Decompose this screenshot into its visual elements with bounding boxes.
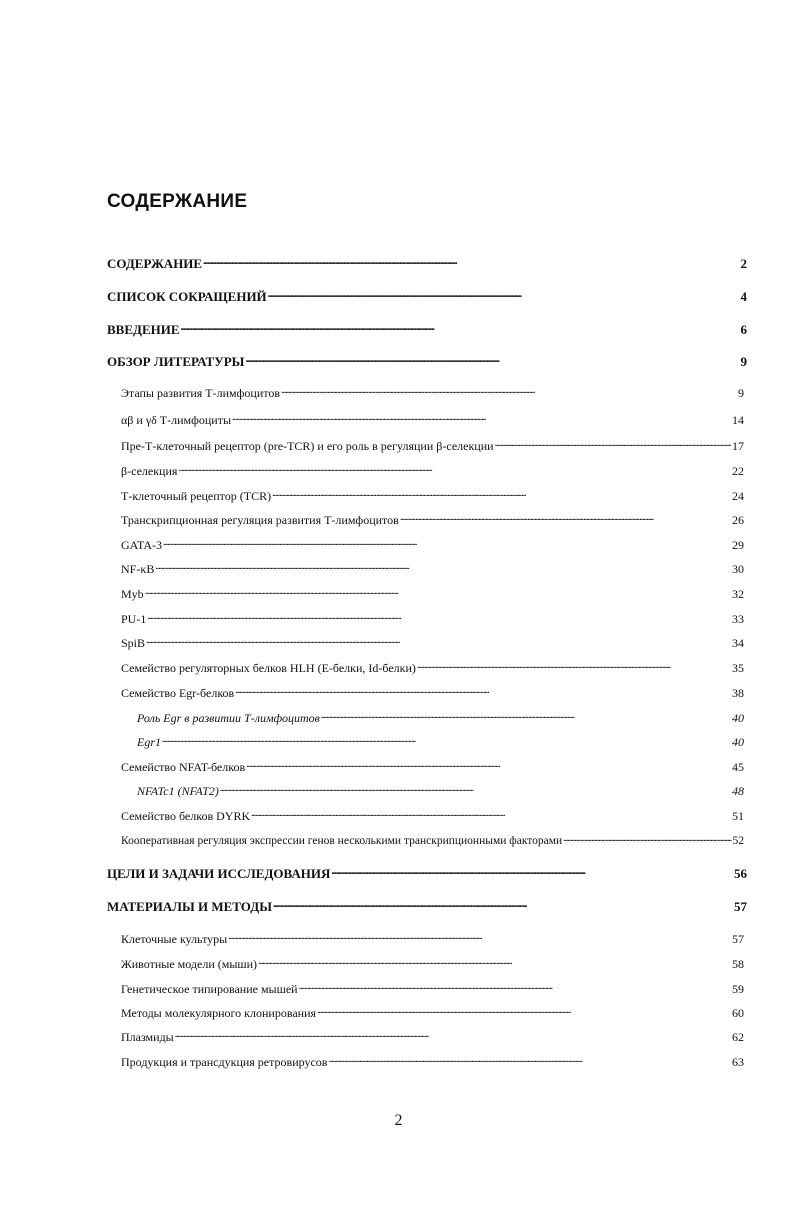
toc-entry-label: Плазмиды (121, 1030, 174, 1044)
toc-entry-page: 17 (732, 439, 744, 453)
leader-dots (175, 1030, 731, 1044)
toc-entry[interactable] (121, 437, 744, 455)
leader-dots (220, 784, 731, 798)
toc-entry-page: 6 (740, 322, 747, 337)
toc-entry[interactable] (121, 832, 744, 850)
leader-dots (163, 538, 731, 552)
toc-entry[interactable] (121, 684, 744, 702)
toc-entry[interactable] (121, 487, 744, 505)
toc-entry-page: 40 (732, 711, 744, 725)
leader-dots (203, 257, 739, 271)
toc-entry-page: 2 (740, 256, 747, 271)
toc-entry-page: 9 (740, 354, 747, 369)
toc-entry-label: Транскрипционная регуляция развития Т-лимфоцитов (121, 513, 399, 527)
toc-entry-page: 60 (732, 1006, 744, 1020)
toc-entry-label: МАТЕРИАЛЫ И МЕТОДЫ (107, 899, 272, 914)
toc-entry-page: 48 (732, 784, 744, 798)
toc-entry[interactable] (107, 288, 747, 306)
toc-entry[interactable] (121, 560, 744, 578)
leader-dots (331, 867, 733, 881)
toc-entry-label: Семейство Egr-белков (121, 686, 235, 700)
toc-entry-label: Животные модели (мыши) (121, 957, 258, 971)
toc-entry-page: 4 (740, 289, 747, 304)
toc-entry-page: 38 (732, 686, 744, 700)
toc-entry-page: 63 (732, 1055, 744, 1069)
toc-entry[interactable] (121, 462, 744, 480)
leader-dots (495, 439, 731, 453)
leader-dots (251, 809, 731, 823)
leader-dots (272, 489, 731, 503)
toc-entry-label: β-селекция (121, 464, 178, 478)
toc-entry-label: Этапы развития Т-лимфоцитов (121, 386, 281, 400)
toc-entry-page: 59 (732, 982, 744, 996)
toc-entry-page: 58 (732, 957, 744, 971)
leader-dots (321, 711, 731, 725)
toc-entry-page: 14 (732, 413, 744, 427)
toc-entry-page: 62 (732, 1030, 744, 1044)
toc-entry[interactable] (121, 1004, 744, 1022)
toc-entry-label: Роль Egr в развитии Т-лимфоцитов (137, 711, 320, 725)
leader-dots (181, 323, 740, 337)
toc-entry-page: 45 (732, 760, 744, 774)
toc-entry-page: 56 (734, 866, 747, 881)
toc-entry[interactable] (107, 353, 747, 371)
toc-entry[interactable] (121, 585, 744, 603)
leader-dots (246, 760, 731, 774)
leader-dots (258, 957, 731, 971)
page-title: СОДЕРЖАНИЕ (107, 191, 248, 212)
leader-dots (235, 686, 731, 700)
toc-entry-label: Семейство регуляторных белков HLH (E-белки, Id-белки) (121, 661, 416, 675)
toc-entry-page: 26 (732, 513, 744, 527)
toc-entry[interactable] (121, 536, 744, 554)
leader-dots (563, 834, 731, 848)
toc-entry[interactable] (121, 610, 744, 628)
toc-entry-label: SpiB (121, 636, 146, 650)
toc-entry[interactable] (137, 733, 744, 751)
toc-entry-label: PU-1 (121, 612, 147, 626)
toc-entry[interactable] (137, 709, 744, 727)
toc-entry-label: Egr1 (137, 735, 161, 749)
toc-entry-page: 29 (732, 538, 744, 552)
leader-dots (299, 982, 731, 996)
toc-entry[interactable] (121, 384, 744, 402)
toc-entry[interactable] (121, 511, 744, 529)
toc-entry-label: Кооперативная регуляция экспрессии генов несколькими транскрипционными факторами (121, 835, 563, 847)
toc-entry-page: 57 (734, 899, 747, 914)
toc-entry-page: 52 (732, 835, 744, 847)
toc-entry[interactable] (121, 980, 744, 998)
toc-entry-label: Генетическое типирование мышей (121, 982, 298, 996)
leader-dots (232, 413, 731, 427)
leader-dots (146, 636, 731, 650)
leader-dots (328, 1055, 731, 1069)
leader-dots (268, 290, 740, 304)
toc-entry[interactable] (107, 865, 747, 883)
toc-entry-label: СПИСОК СОКРАЩЕНИЙ (107, 289, 267, 304)
toc-entry-page: 33 (732, 612, 744, 626)
leader-dots (228, 932, 731, 946)
toc-entry[interactable] (121, 411, 744, 429)
toc-entry-label: Т-клеточный рецептор (TCR) (121, 489, 272, 503)
toc-entry-label: αβ и γδ Т-лимфоциты (121, 413, 232, 427)
leader-dots (273, 900, 733, 914)
toc-entry-label: Myb (121, 587, 144, 601)
toc-entry[interactable] (107, 321, 747, 339)
toc-entry[interactable] (121, 807, 744, 825)
leader-dots (162, 735, 731, 749)
leader-dots (400, 513, 731, 527)
toc-entry[interactable] (121, 955, 744, 973)
leader-dots (281, 386, 737, 400)
leader-dots (417, 661, 731, 675)
toc-entry[interactable] (107, 255, 747, 273)
toc-entry[interactable] (121, 758, 744, 776)
toc-entry-page: 9 (738, 386, 744, 400)
toc-entry-label: NF-κB (121, 562, 155, 576)
toc-entry-label: ВВЕДЕНИЕ (107, 322, 180, 337)
toc-entry-label: GATA-3 (121, 538, 163, 552)
toc-entry-page: 22 (732, 464, 744, 478)
toc-entry[interactable] (121, 659, 744, 677)
leader-dots (317, 1006, 731, 1020)
toc-entry-label: Семейство белков DYRK (121, 809, 251, 823)
toc-entry-label: Семейство NFAT-белков (121, 760, 246, 774)
toc-entry-label: ОБЗОР ЛИТЕРАТУРЫ (107, 354, 245, 369)
toc-entry-label: Методы молекулярного клонирования (121, 1006, 317, 1020)
toc-entry-label: NFATc1 (NFAT2) (137, 784, 219, 798)
toc-entry[interactable] (137, 782, 744, 800)
toc-entry-label: Продукция и трансдукция ретровирусов (121, 1055, 328, 1069)
leader-dots (155, 562, 731, 576)
toc-entry-page: 24 (732, 489, 744, 503)
toc-entry[interactable] (121, 1053, 744, 1071)
toc-entry-label: СОДЕРЖАНИЕ (107, 256, 203, 271)
toc-entry[interactable] (121, 634, 744, 652)
toc-entry-page: 30 (732, 562, 744, 576)
leader-dots (245, 355, 739, 369)
toc-entry-page: 34 (732, 636, 744, 650)
toc-entry-label: ЦЕЛИ И ЗАДАЧИ ИССЛЕДОВАНИЯ (107, 866, 331, 881)
page-number: 2 (394, 1112, 403, 1129)
leader-dots (147, 612, 731, 626)
toc-entry-page: 51 (732, 809, 744, 823)
toc-entry-label: Пре-Т-клеточный рецептор (pre-TCR) и его роль в регуляции β-селекции (121, 439, 494, 453)
toc-entry-page: 40 (732, 735, 744, 749)
toc-entry-page: 32 (732, 587, 744, 601)
toc-entry-page: 57 (732, 932, 744, 946)
toc-entry[interactable] (107, 898, 747, 916)
toc-entry[interactable] (121, 1028, 744, 1046)
leader-dots (145, 587, 731, 601)
toc-entry[interactable] (121, 930, 744, 948)
toc-entry-label: Клеточные культуры (121, 932, 228, 946)
toc-entry-page: 35 (732, 661, 744, 675)
leader-dots (178, 464, 731, 478)
